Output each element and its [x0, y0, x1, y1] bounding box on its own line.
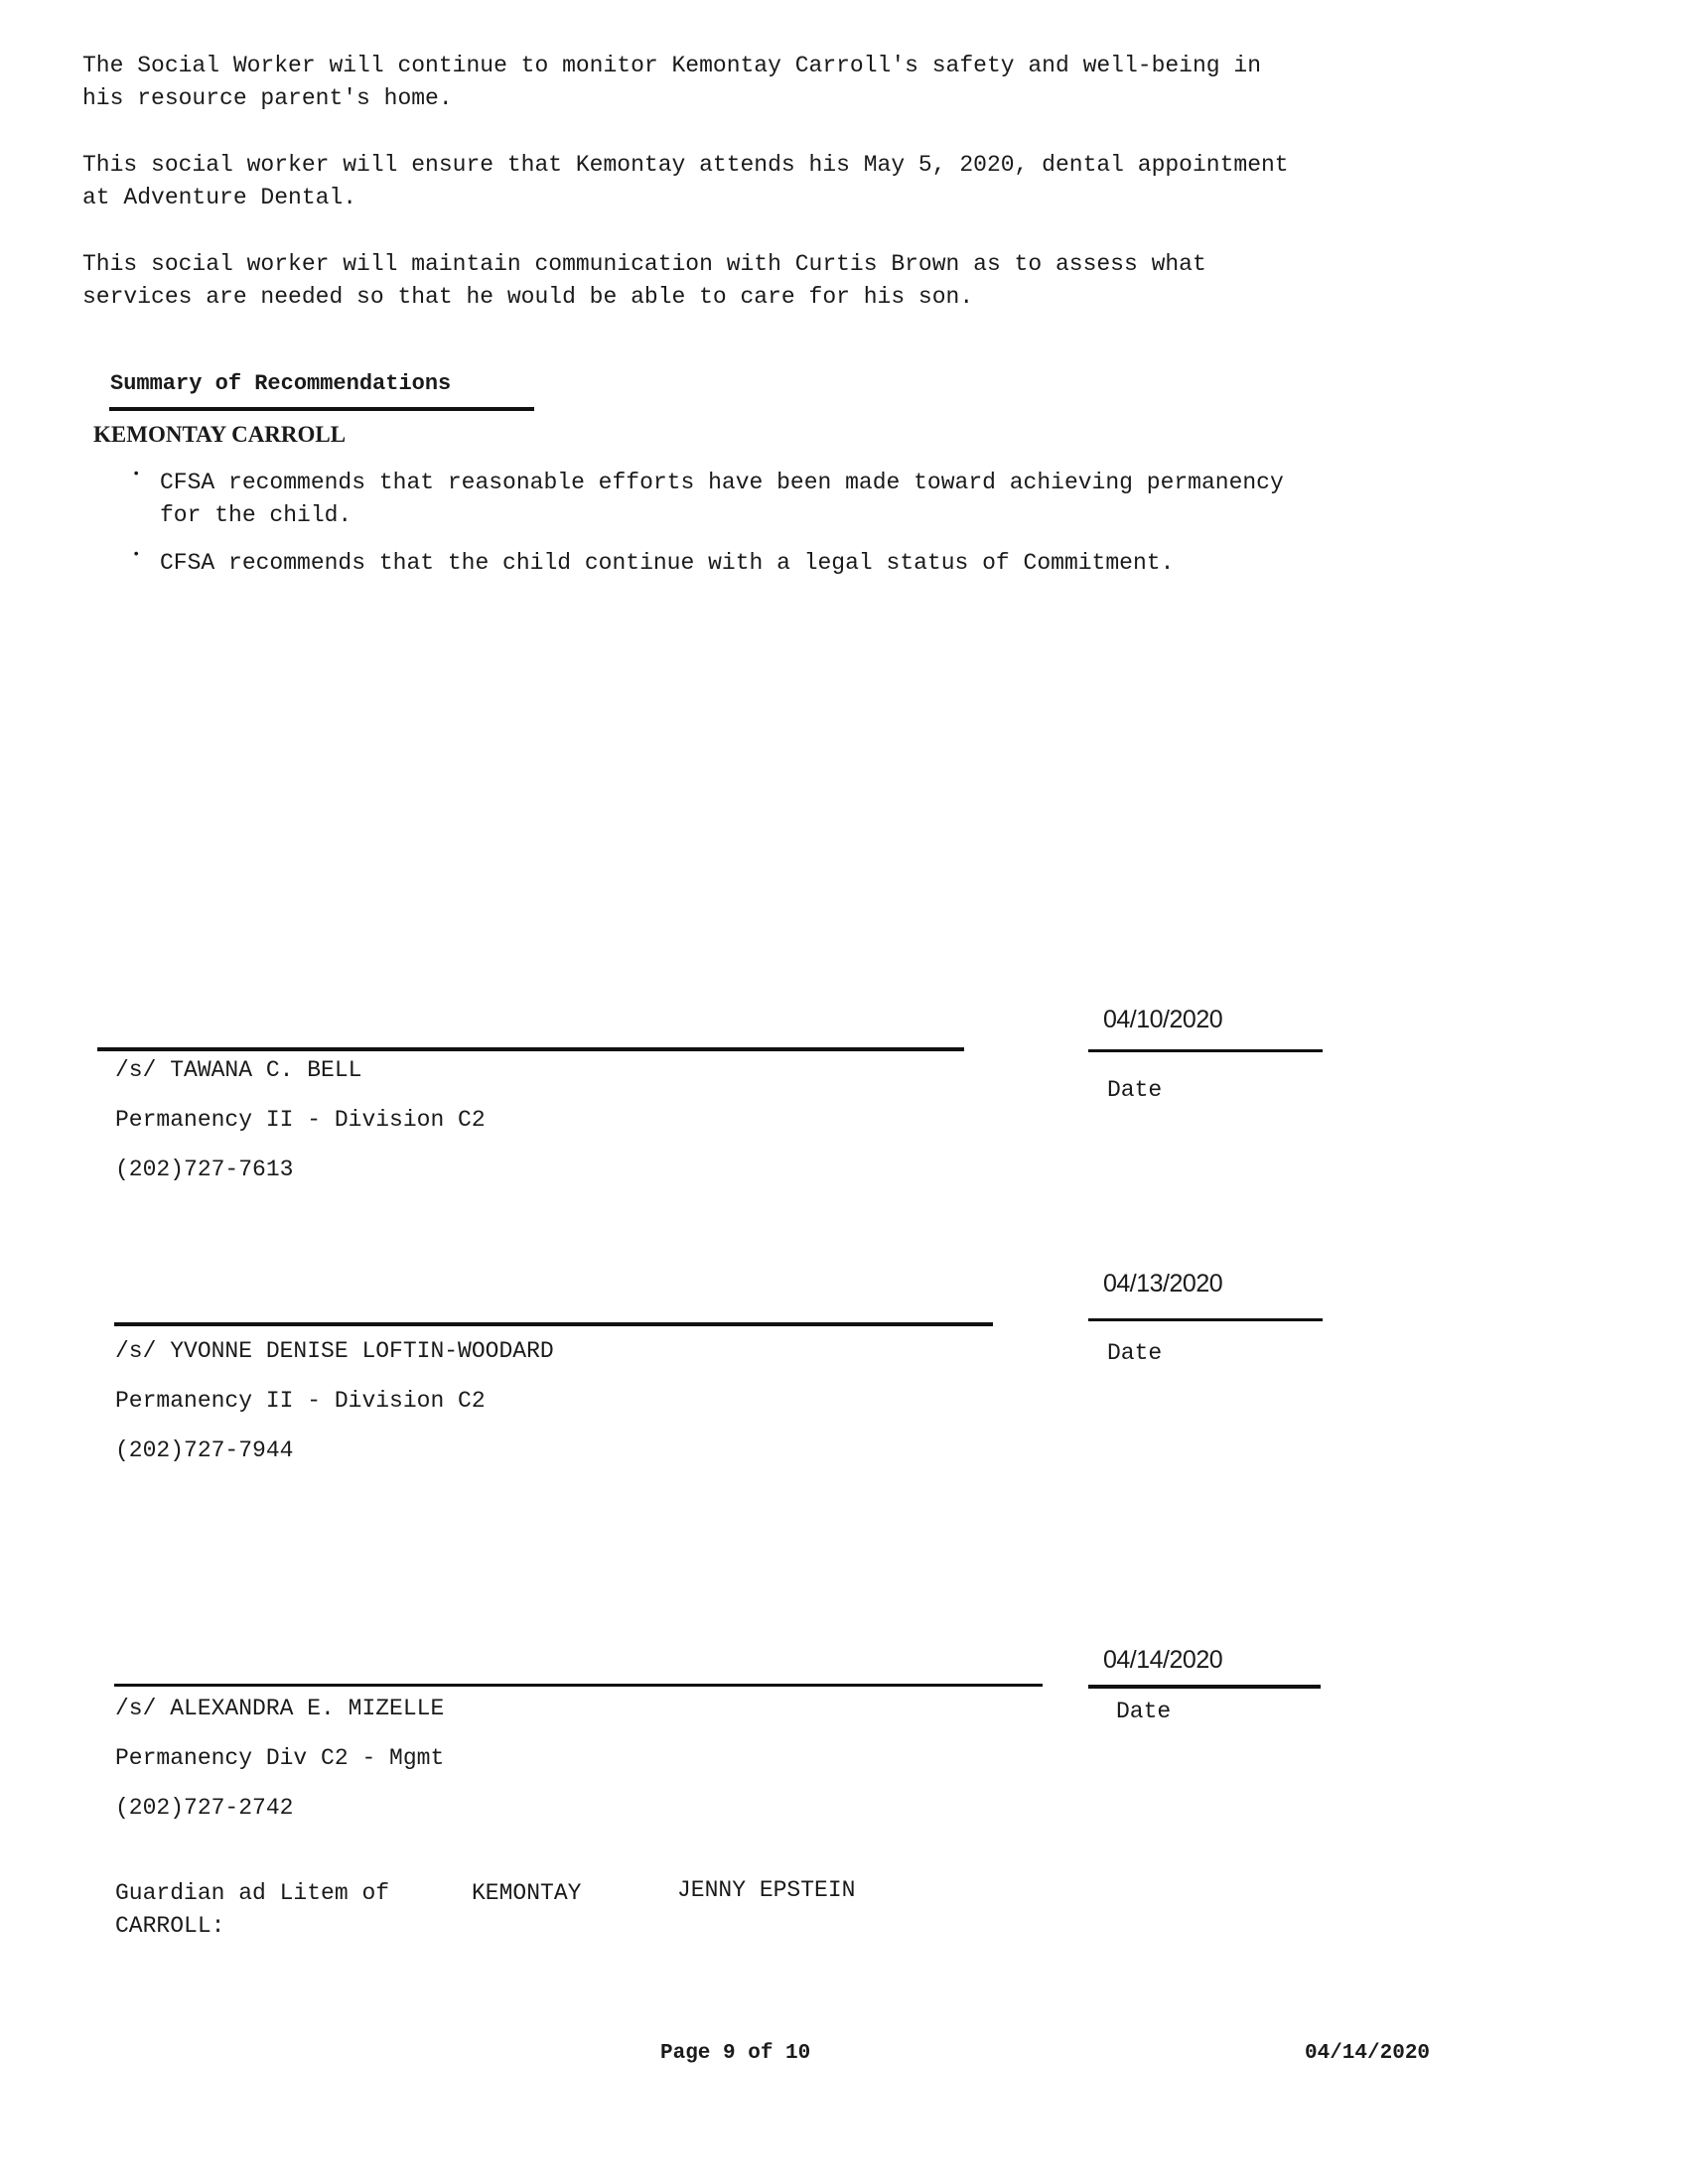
guardian-child-name: KEMONTAY — [472, 1880, 582, 1906]
signature-1-name: /s/ TAWANA C. BELL — [115, 1057, 362, 1083]
signature-2-date-line — [1088, 1318, 1323, 1321]
signature-3-line — [114, 1684, 1043, 1687]
signature-3-date-label: Date — [1116, 1699, 1172, 1724]
bullet-marker: • — [132, 467, 141, 482]
paragraph-monitor-safety: The Social Worker will continue to monitor Kemontay Carroll's safety and well-being in his resource parent's home. — [82, 53, 1261, 111]
signature-1-date-line — [1088, 1049, 1323, 1052]
paragraph-communication: This social worker will maintain communication with Curtis Brown as to assess what services are needed so that he would be able to care for his son. — [82, 251, 1206, 310]
signature-1-phone: (202)727-7613 — [115, 1157, 294, 1182]
footer-date: 04/14/2020 — [1305, 2042, 1431, 2065]
bullet-marker: • — [132, 547, 141, 563]
signature-2-date: 04/13/2020 — [1103, 1270, 1223, 1297]
signature-1-line — [97, 1047, 964, 1051]
signature-3-date: 04/14/2020 — [1103, 1646, 1223, 1674]
summary-heading-rule — [109, 407, 534, 411]
signature-3-name: /s/ ALEXANDRA E. MIZELLE — [115, 1696, 445, 1721]
signature-1-date-label: Date — [1107, 1077, 1163, 1103]
signature-2-phone: (202)727-7944 — [115, 1437, 294, 1463]
guardian-label-line1: Guardian ad Litem of — [115, 1880, 390, 1906]
guardian-label-line2: CARROLL: — [115, 1913, 225, 1939]
summary-heading: Summary of Recommendations — [110, 371, 452, 396]
signature-2-line — [114, 1322, 993, 1326]
recommendation-2: CFSA recommends that the child continue with a legal status of Commitment. — [160, 550, 1175, 576]
recommendation-1: CFSA recommends that reasonable efforts have been made toward achieving permanency for the child. — [160, 470, 1284, 528]
signature-1-date: 04/10/2020 — [1103, 1006, 1223, 1033]
signature-3-date-line — [1088, 1685, 1321, 1689]
signature-2-division: Permanency II - Division C2 — [115, 1388, 486, 1414]
signature-3-phone: (202)727-2742 — [115, 1795, 294, 1821]
footer-page-number: Page 9 of 10 — [660, 2042, 811, 2065]
signature-3-division: Permanency Div C2 - Mgmt — [115, 1745, 445, 1771]
signature-1-division: Permanency II - Division C2 — [115, 1107, 486, 1133]
guardian-name: JENNY EPSTEIN — [677, 1877, 856, 1903]
signature-2-name: /s/ YVONNE DENISE LOFTIN-WOODARD — [115, 1338, 554, 1364]
summary-child-name: KEMONTAY CARROLL — [93, 422, 347, 447]
signature-2-date-label: Date — [1107, 1340, 1163, 1366]
paragraph-dental-appointment: This social worker will ensure that Kemontay attends his May 5, 2020, dental appointment at Adventure Dental. — [82, 152, 1289, 210]
